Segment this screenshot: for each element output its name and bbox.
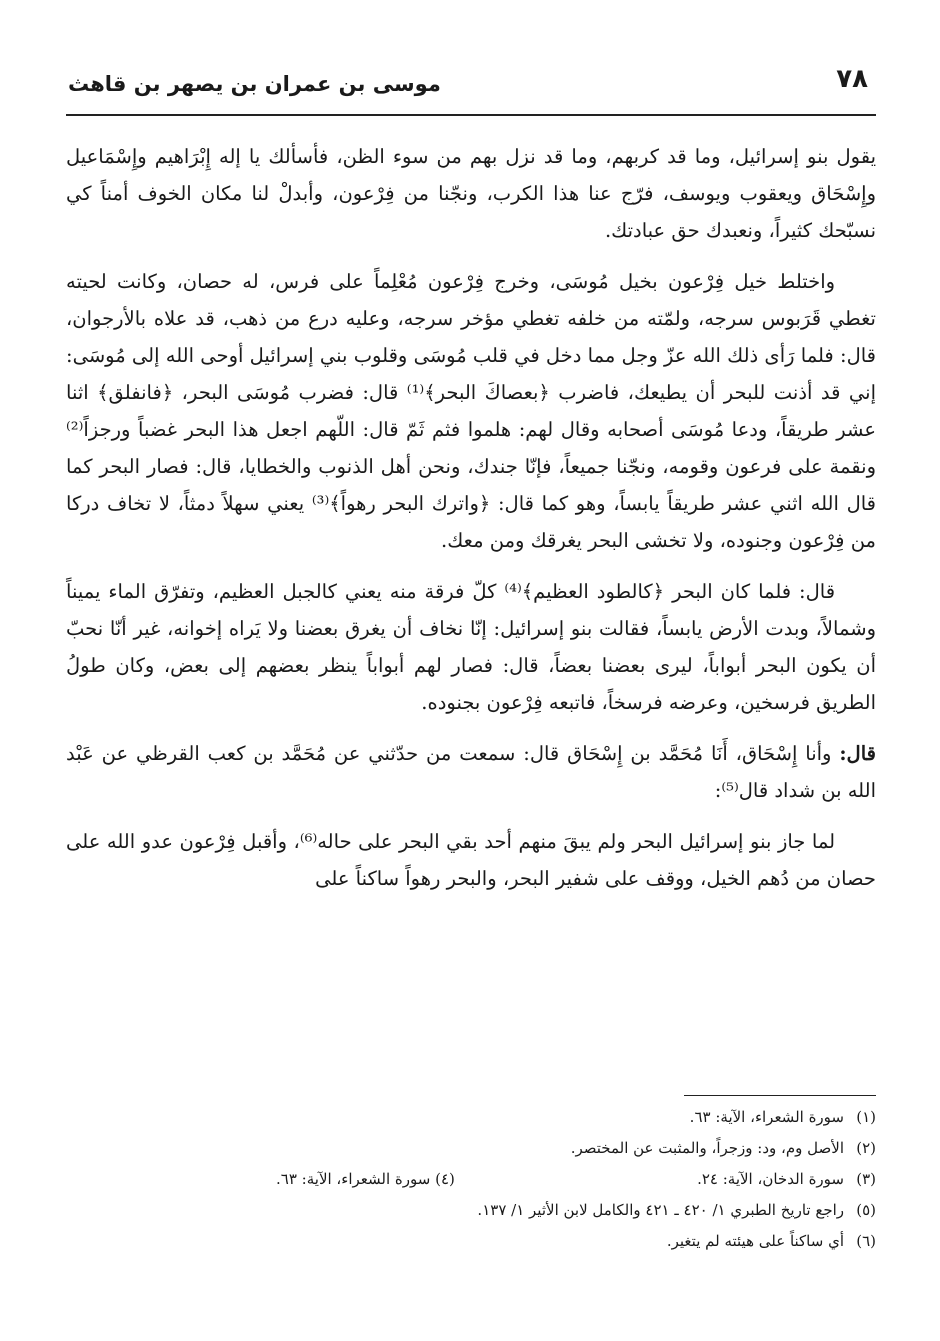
footnote-3: (٣)سورة الدخان، الآية: ٢٤. (٤) سورة الشعراء، الآية: ٦٣.	[66, 1164, 876, 1195]
paragraph-4: قال: وأنا إِسْحَاق، أَنَا مُحَمَّد بن إِسْحَاق قال: سمعت من حدّثني عن مُحَمَّد بن كعب القرظي عن عَبْد الله بن شداد قال⁽⁵⁾:	[66, 742, 876, 802]
page-number: ٧٨	[836, 64, 868, 94]
footnotes	[66, 1102, 876, 1257]
paragraph-lead: قال:	[839, 742, 876, 765]
footnote-divider	[684, 1095, 876, 1096]
footnote-1: (١)سورة الشعراء، الآية: ٦٣.	[689, 1108, 876, 1126]
running-title: موسى بن عمران بن يصهر بن قاهث	[68, 72, 441, 96]
paragraph-2: واختلط خيل فِرْعون بخيل مُوسَى، وخرج فِرْعون مُعْلِماً على فرس، له حصان، وكانت لحيته تغطي قَرَبوس سرجه، ولمّته من خلفه تغطي مؤخر سرجه، وعليه درع من ذهب، قد علاه بالأرجوان، قال: فلما رَأى ذلك الله عزّ وجل مما دخل في قلب مُوسَى وقلوب بني إسرائيل أوحى الله إلى مُوسَى: إني قد أذنت للبحر أن يطيعك، فاضرب ﴿بعصاكَ البحر﴾⁽¹⁾ قال: فضرب مُوسَى البحر، ﴿فانفلق﴾ اثنا عشر طريقاً، ودعا مُوسَى أصحابه وقال لهم: هلموا فثم ثَمّ قال: اللّهم اجعل هذا البحر غضباً ورجزاً⁽²⁾ ونقمة على فرعون وقومه، ونجّنا جميعاً، فإنّا جندك، ونحن أهل الذنوب والخطايا، قال: فصار البحر كما قال الله اثني عشر طريقاً يابساً، وهو كما قال: ﴿واترك البحر رهواً﴾⁽³⁾ يعني سهلاً دمثاً، لا تخاف دركا من فِرْعون وجنوده، ولا تخشى البحر يغرقك ومن معك.	[66, 270, 876, 552]
footnote-4: (٤) سورة الشعراء، الآية: ٦٣.	[276, 1170, 455, 1188]
paragraph-1: يقول بنو إسرائيل، وما قد كربهم، وما قد نزل بهم من سوء الظن، فأسألك يا إله إِبْرَاهيم وإِسْمَاعيل وإِسْحَاق ويعقوب ويوسف، فرّج عنا هذا الكرب، ونجّنا من فِرْعون، وأبدلْ لنا مكان الخوف أمناً كي نسبّحك كثيراً، ونعبدك حق عبادتك.	[66, 145, 876, 242]
page-header	[66, 58, 876, 116]
footnote-6: (٦)أي ساكناً على هيئته لم يتغير.	[666, 1232, 876, 1250]
footnote-5: (٥)راجع تاريخ الطبري ١/ ٤٢٠ ـ ٤٢١ والكامل لابن الأثير ١/ ١٣٧.	[477, 1201, 876, 1219]
paragraph-3: قال: فلما كان البحر ﴿كالطود العظيم﴾⁽⁴⁾ كلّ فرقة منه يعني كالجبل العظيم، وتفرّق الماء يميناً وشمالاً، وبدت الأرض يابساً، فقالت بنو إسرائيل: إنّا نخاف أن يغرق بعضنا ولا يَراه إخوانه، غير أنّا نحبّ أن يكون البحر أبواباً، ليرى بعضنا بعضاً، قال: فصار لهم أبواباً ينظر بعضهم إلى بعض، وكان طولُ الطريق فرسخين، وعرضه فرسخاً، فاتبعه فِرْعون بجنوده.	[66, 580, 876, 714]
body-text	[66, 138, 876, 897]
paragraph-5: لما جاز بنو إسرائيل البحر ولم يبقَ منهم أحد بقي البحر على حاله⁽⁶⁾، وأقبل فِرْعون عدو الله على حصان من دُهم الخيل، ووقف على شفير البحر، والبحر رهواً ساكناً على	[66, 830, 876, 890]
footnote-2: (٢)الأصل وم، ود: وزجراً، والمثبت عن المختصر.	[570, 1139, 876, 1157]
